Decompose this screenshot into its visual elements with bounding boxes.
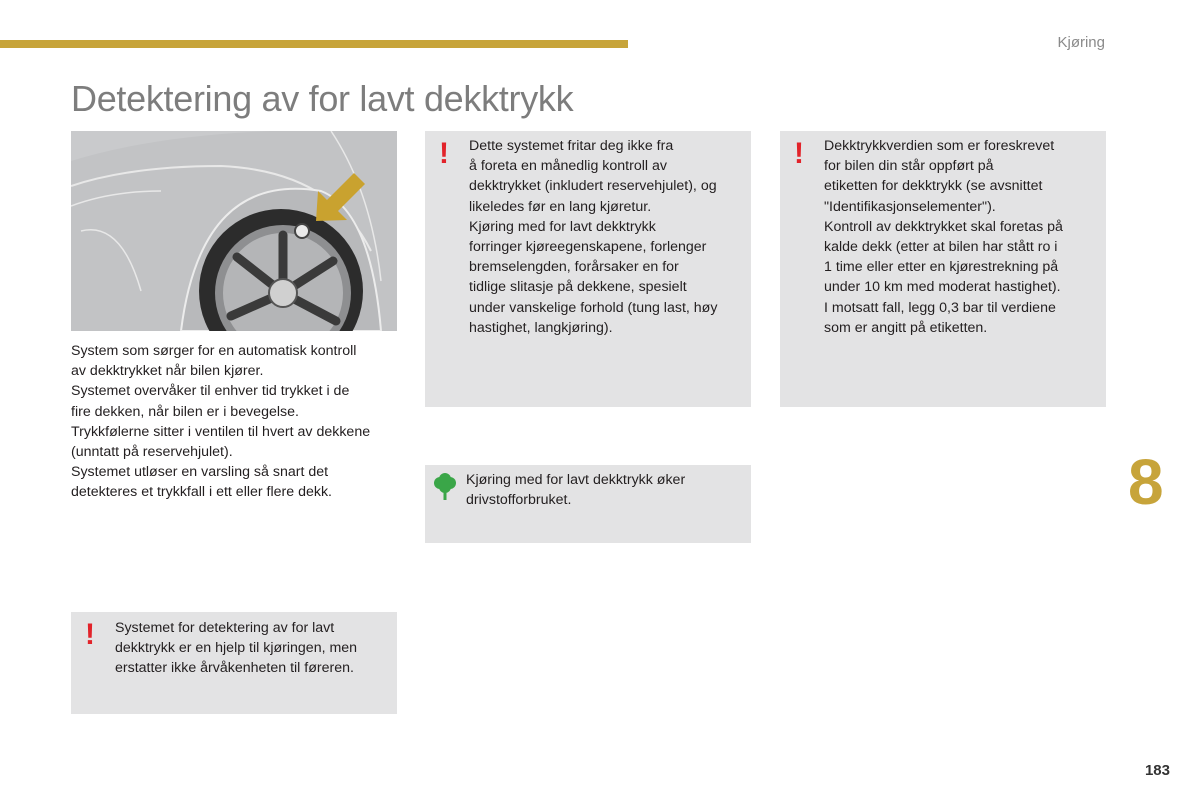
warning-line: dekktrykk er en hjelp til kjøringen, men (115, 640, 358, 657)
page-title: Detektering av for lavt dekktrykk (71, 78, 574, 119)
eco-note-box (425, 465, 751, 543)
warning-line: bremselengden, forårsaker en for (469, 259, 679, 276)
warning-line: å foreta en månedlig kontroll av (469, 158, 667, 175)
warning-box-driver-attention (71, 612, 397, 714)
warning-line: 1 time eller etter en kjørestrekning på (824, 259, 1059, 276)
warning-line: erstatter ikke årvåkenheten til føreren. (115, 660, 354, 677)
intro-line: Systemet utløser en varsling så snart det (71, 464, 329, 481)
warning-line: under 10 km med moderat hastighet). (824, 279, 1061, 296)
eco-line: Kjøring med for lavt dekktrykk øker (466, 472, 686, 488)
page-number: 183 (1144, 762, 1170, 779)
intro-text (71, 341, 401, 503)
warning-line: Dette systemet fritar deg ikke fra (469, 138, 674, 154)
tire-valve-illustration (71, 131, 397, 331)
warning-line: under vanskelige forhold (tung last, høy (469, 299, 718, 316)
warning-exclamation-icon: ! (85, 618, 95, 651)
warning-box-monthly-check (425, 131, 751, 407)
warning-line: tidlige slitasje på dekkene, spesielt (469, 279, 687, 296)
intro-line: av dekktrykket når bilen kjører. (71, 363, 264, 380)
intro-line: (unntatt på reservehjulet). (71, 444, 233, 461)
intro-line: detekteres et trykkfall i ett eller flere dekk. (71, 484, 333, 501)
eco-tree-icon (433, 473, 457, 501)
intro-line: Systemet overvåker til enhver tid trykket i de (71, 383, 350, 400)
section-label: Kjøring (1057, 34, 1105, 51)
chapter-number: 8 (1128, 446, 1164, 518)
warning-box-tyre-pressure-label (780, 131, 1106, 407)
warning-line: etiketten for dekktrykk (se avsnittet (824, 178, 1043, 195)
warning-line: likeledes før en lang kjøretur. (469, 198, 652, 215)
warning-line: som er angitt på etiketten. (824, 319, 988, 336)
warning-line: I motsatt fall, legg 0,3 bar til verdiene (824, 299, 1056, 316)
warning-line: for bilen din står oppført på (824, 158, 994, 175)
intro-line: System som sørger for en automatisk kontroll (71, 343, 357, 359)
warning-line: kalde dekk (etter at bilen har stått ro i (824, 239, 1058, 256)
warning-line: "Identifikasjonselementer"). (824, 198, 996, 215)
warning-exclamation-icon: ! (439, 137, 449, 170)
header-accent-bar (0, 40, 628, 48)
warning-line: Kontroll av dekktrykket skal foretas på (824, 218, 1063, 235)
warning-exclamation-icon: ! (794, 137, 804, 170)
intro-line: Trykkfølerne sitter i ventilen til hvert av dekkene (71, 423, 371, 440)
warning-line: hastighet, langkjøring). (469, 319, 613, 336)
warning-line: Kjøring med for lavt dekktrykk (469, 218, 656, 235)
intro-line: fire dekken, når bilen er i bevegelse. (71, 403, 299, 420)
warning-line: dekktrykket (inkludert reservehjulet), og (469, 178, 717, 195)
eco-line: drivstofforbruket. (466, 492, 572, 509)
warning-line: forringer kjøreegenskapene, forlenger (469, 239, 707, 256)
warning-line: Systemet for detektering av for lavt (115, 620, 335, 636)
warning-line: Dekktrykkverdien som er foreskrevet (824, 138, 1055, 154)
